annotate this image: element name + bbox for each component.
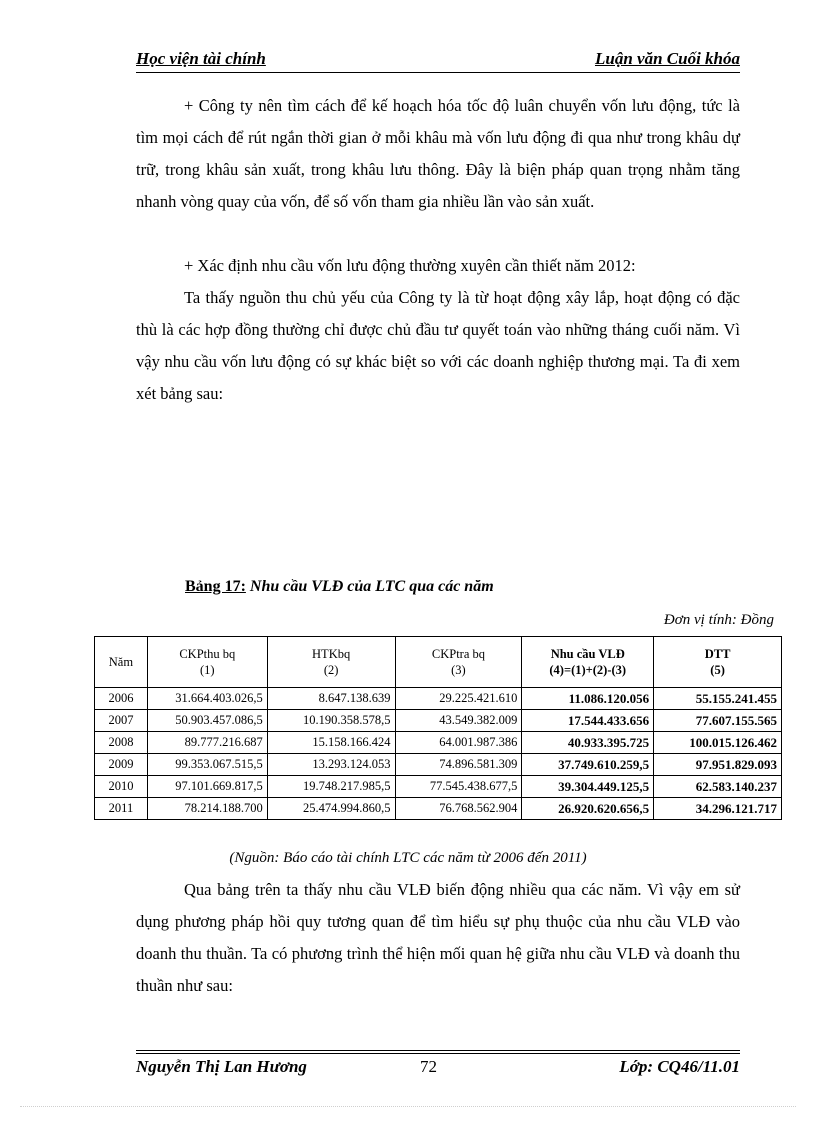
- paragraph-2: + Xác định nhu cầu vốn lưu động thường xuyên cần thiết năm 2012:: [184, 256, 636, 275]
- paragraph-1: + Công ty nên tìm cách để kế hoạch hóa tốc độ luân chuyển vốn lưu động, tức là tìm mọi cách để rút ngắn thời gian ở mỗi khâu mà vốn lưu động đi qua như trong khâu dự trữ, trong khâu sản xuất, trong khâu lưu thông. Đây là biện pháp quan trọng nhằm tăng nhanh vòng quay của vốn, để số vốn tham gia nhiều lần vào sản xuất.: [136, 96, 740, 211]
- table-row: [95, 688, 782, 710]
- table-title: [185, 578, 494, 596]
- cell-ckpthu: 97.101.669.817,5: [147, 776, 267, 798]
- paragraph-4: Qua bảng trên ta thấy nhu cầu VLĐ biến động nhiều qua các năm. Vì vậy em sử dụng phương pháp hồi quy tương quan để tìm hiểu sự phụ thuộc của nhu cầu VLĐ vào doanh thu thuần. Ta có phương trình thể hiện mối quan hệ giữa nhu cầu VLĐ và doanh thu thuần như sau:: [136, 880, 740, 995]
- cell-year: 2006: [95, 688, 148, 710]
- page-number: 72: [420, 1057, 437, 1076]
- table-unit: Đơn vị tính: Đồng: [663, 612, 774, 628]
- col-header-dtt: DTT (5): [654, 637, 782, 688]
- cell-dtt: 62.583.140.237: [654, 776, 782, 798]
- table-caption: Nhu cầu VLĐ của LTC qua các năm: [245, 578, 494, 595]
- cell-dtt: 100.015.126.462: [654, 732, 782, 754]
- cell-ckptra: 74.896.581.309: [395, 754, 522, 776]
- cell-ckpthu: 50.903.457.086,5: [147, 710, 267, 732]
- cell-vld-need: 40.933.395.725: [522, 732, 654, 754]
- cell-year: 2010: [95, 776, 148, 798]
- table-row: [95, 732, 782, 754]
- cell-ckpthu: 31.664.403.026,5: [147, 688, 267, 710]
- cell-dtt: 55.155.241.455: [654, 688, 782, 710]
- cell-year: 2009: [95, 754, 148, 776]
- cell-ckptra: 77.545.438.677,5: [395, 776, 522, 798]
- cell-ckptra: 64.001.987.386: [395, 732, 522, 754]
- cell-htk: 8.647.138.639: [267, 688, 395, 710]
- header-institution: Học viện tài chính: [136, 49, 266, 68]
- col-header-vld-need: Nhu cầu VLĐ (4)=(1)+(2)-(3): [522, 637, 654, 688]
- page-bottom-dotted-line: [20, 1106, 796, 1107]
- cell-vld-need: 11.086.120.056: [522, 688, 654, 710]
- col-header-ckpthu: CKPthu bq (1): [147, 637, 267, 688]
- cell-dtt: 97.951.829.093: [654, 754, 782, 776]
- cell-year: 2008: [95, 732, 148, 754]
- cell-htk: 15.158.166.424: [267, 732, 395, 754]
- col-header-ckptra: CKPtra bq (3): [395, 637, 522, 688]
- cell-ckptra: 76.768.562.904: [395, 798, 522, 820]
- footer-class: Lớp: CQ46/11.01: [619, 1057, 740, 1076]
- cell-vld-need: 39.304.449.125,5: [522, 776, 654, 798]
- cell-vld-need: 17.544.433.656: [522, 710, 654, 732]
- header-rule: [136, 72, 740, 73]
- table-row: [95, 754, 782, 776]
- table-source: (Nguồn: Báo cáo tài chính LTC các năm từ 2006 đến 2011): [229, 850, 587, 866]
- cell-ckpthu: 89.777.216.687: [147, 732, 267, 754]
- cell-ckptra: 43.549.382.009: [395, 710, 522, 732]
- footer-author: Nguyễn Thị Lan Hương: [136, 1057, 307, 1076]
- cell-dtt: 77.607.155.565: [654, 710, 782, 732]
- cell-vld-need: 26.920.620.656,5: [522, 798, 654, 820]
- cell-htk: 19.748.217.985,5: [267, 776, 395, 798]
- footer-rule: [136, 1050, 740, 1051]
- cell-ckptra: 29.225.421.610: [395, 688, 522, 710]
- table-row: [95, 798, 782, 820]
- cell-htk: 10.190.358.578,5: [267, 710, 395, 732]
- header-doc-type: Luận văn Cuối khóa: [594, 49, 740, 68]
- paragraph-3: Ta thấy nguồn thu chủ yếu của Công ty là từ hoạt động xây lắp, hoạt động có đặc thù là các hợp đồng thường chỉ được chủ đầu tư quyết toán vào những tháng cuối năm. Vì vậy nhu cầu vốn lưu động có sự khác biệt so với các doanh nghiệp thương mại. Ta đi xem xét bảng sau:: [136, 288, 740, 403]
- cell-htk: 25.474.994.860,5: [267, 798, 395, 820]
- footer-rule: [136, 1053, 740, 1054]
- data-table: [94, 636, 782, 820]
- table-row: [95, 710, 782, 732]
- cell-htk: 13.293.124.053: [267, 754, 395, 776]
- table-header-row: [95, 637, 782, 688]
- cell-year: 2011: [95, 798, 148, 820]
- cell-year: 2007: [95, 710, 148, 732]
- col-header-year: Năm: [95, 637, 148, 688]
- cell-ckpthu: 99.353.067.515,5: [147, 754, 267, 776]
- page-header: [136, 48, 740, 70]
- table-label: Bảng 17:: [185, 578, 246, 595]
- cell-dtt: 34.296.121.717: [654, 798, 782, 820]
- table-row: [95, 776, 782, 798]
- col-header-htk: HTKbq (2): [267, 637, 395, 688]
- cell-vld-need: 37.749.610.259,5: [522, 754, 654, 776]
- cell-ckpthu: 78.214.188.700: [147, 798, 267, 820]
